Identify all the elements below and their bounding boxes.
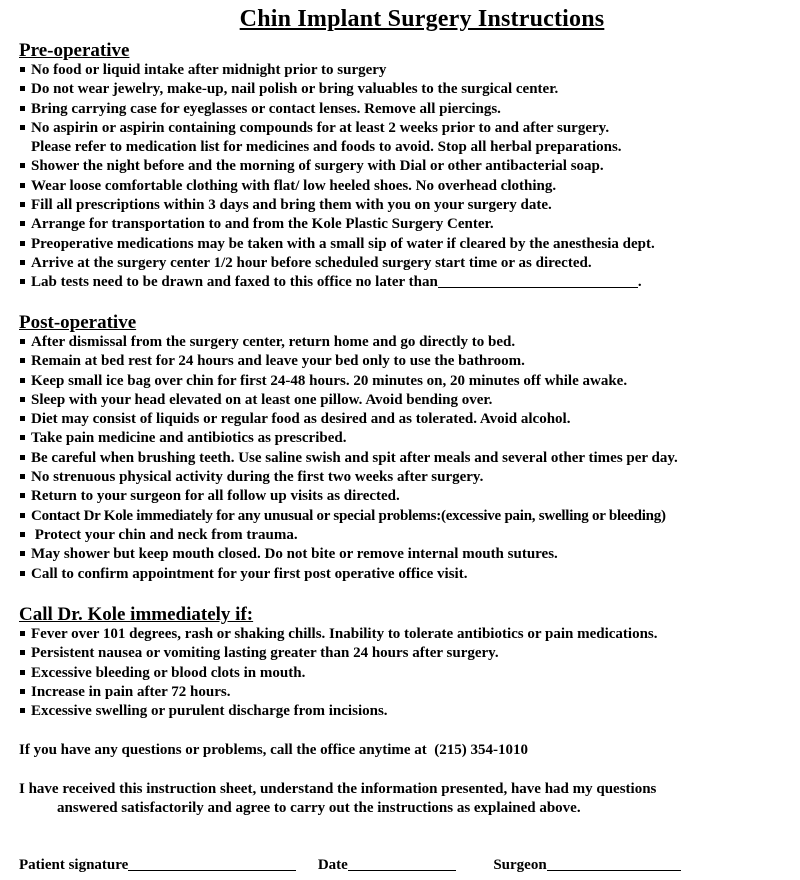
list-item: Arrange for transportation to and from the Kole Plastic Surgery Center. <box>19 215 655 234</box>
list-item: After dismissal from the surgery center, return home and go directly to bed. <box>19 333 678 352</box>
bullet-icon <box>20 474 25 479</box>
bullet-icon <box>20 358 25 363</box>
bullet-icon <box>20 416 25 421</box>
bullet-icon <box>20 125 25 130</box>
bullet-icon <box>20 513 25 518</box>
bullet-icon <box>20 571 25 576</box>
list-item: Protect your chin and neck from trauma. <box>19 526 678 545</box>
list-item: Lab tests need to be drawn and faxed to this office no later than . <box>19 273 655 292</box>
patient-signature-field[interactable] <box>128 856 296 871</box>
document-title: Chin Implant Surgery Instructions <box>239 6 605 32</box>
bullet-icon <box>20 708 25 713</box>
list-item: Keep small ice bag over chin for first 24-48 hours. 20 minutes on, 20 minutes off while awake. <box>19 372 678 391</box>
list-item: Increase in pain after 72 hours. <box>19 683 658 702</box>
bullet-icon <box>20 455 25 460</box>
bullet-icon <box>20 650 25 655</box>
list-item: No strenuous physical activity during the first two weeks after surgery. <box>19 468 678 487</box>
list-item: Do not wear jewelry, make-up, nail polish or bring valuables to the surgical center. <box>19 80 655 99</box>
list-item: Take pain medicine and antibiotics as prescribed. <box>19 429 678 448</box>
list-item: Be careful when brushing teeth. Use saline swish and spit after meals and several other times per day. <box>19 449 678 468</box>
list-item: Diet may consist of liquids or regular food as desired and as tolerated. Avoid alcohol. <box>19 410 678 429</box>
list-item: Arrive at the surgery center 1/2 hour before scheduled surgery start time or as directed. <box>19 254 655 273</box>
preop-list <box>19 61 655 293</box>
bullet-icon <box>20 202 25 207</box>
list-item: Excessive bleeding or blood clots in mouth. <box>19 664 658 683</box>
date-label: Date <box>317 857 348 873</box>
list-item: No aspirin or aspirin containing compounds for at least 2 weeks prior to and after surgery. <box>19 119 655 138</box>
bullet-icon <box>20 689 25 694</box>
bullet-icon <box>20 260 25 265</box>
bullet-icon <box>20 183 25 188</box>
acknowledgement-line-2: answered satisfactorily and agree to carry out the instructions as explained above. <box>57 800 581 816</box>
preop-heading: Pre-operative <box>19 40 130 61</box>
postop-heading: Post-operative <box>19 312 137 333</box>
list-item: Fever over 101 degrees, rash or shaking chills. Inability to tolerate antibiotics or pain medications. <box>19 625 658 644</box>
list-item: Sleep with your head elevated on at least one pillow. Avoid bending over. <box>19 391 678 410</box>
bullet-icon <box>20 163 25 168</box>
bullet-icon <box>20 551 25 556</box>
list-item: Fill all prescriptions within 3 days and bring them with you on your surgery date. <box>19 196 655 215</box>
call-list <box>19 625 658 721</box>
date-field[interactable] <box>348 856 456 871</box>
bullet-icon <box>20 397 25 402</box>
questions-line: If you have any questions or problems, call the office anytime at (215) 354-1010 <box>19 742 529 758</box>
list-item: May shower but keep mouth closed. Do not bite or remove internal mouth sutures. <box>19 545 678 564</box>
bullet-icon <box>20 221 25 226</box>
list-item: Bring carrying case for eyeglasses or contact lenses. Remove all piercings. <box>19 100 655 119</box>
bullet-icon <box>20 106 25 111</box>
list-item: Preoperative medications may be taken with a small sip of water if cleared by the anesthesia dept. <box>19 235 655 254</box>
list-item: Contact Dr Kole immediately for any unusual or special problems:(excessive pain, swelling or bleeding) <box>19 507 678 526</box>
bullet-icon <box>20 241 25 246</box>
list-item: Excessive swelling or purulent discharge from incisions. <box>19 702 658 721</box>
bullet-icon <box>20 493 25 498</box>
bullet-icon <box>20 67 25 72</box>
list-item: Persistent nausea or vomiting lasting greater than 24 hours after surgery. <box>19 644 658 663</box>
bullet-icon <box>20 631 25 636</box>
bullet-icon <box>20 435 25 440</box>
bullet-icon <box>20 532 25 537</box>
list-item: Remain at bed rest for 24 hours and leave your bed only to use the bathroom. <box>19 352 678 371</box>
bullet-icon <box>20 339 25 344</box>
bullet-icon <box>20 279 25 284</box>
list-item: Shower the night before and the morning of surgery with Dial or other antibacterial soap. <box>19 157 655 176</box>
list-item: Call to confirm appointment for your first post operative office visit. <box>19 565 678 584</box>
acknowledgement-line-1: I have received this instruction sheet, understand the information presented, have had my questions <box>19 781 657 797</box>
bullet-icon <box>20 670 25 675</box>
call-heading: Call Dr. Kole immediately if: <box>19 604 254 625</box>
list-item: Return to your surgeon for all follow up visits as directed. <box>19 487 678 506</box>
patient-signature-label: Patient signature <box>19 857 129 873</box>
bullet-icon <box>20 378 25 383</box>
postop-list <box>19 333 678 584</box>
list-item: Wear loose comfortable clothing with flat/ low heeled shoes. No overhead clothing. <box>19 177 655 196</box>
list-item-continuation: Please refer to medication list for medicines and foods to avoid. Stop all herbal preparations. <box>31 139 622 156</box>
lab-date-blank[interactable] <box>438 273 638 288</box>
list-item: No food or liquid intake after midnight prior to surgery <box>19 61 655 80</box>
surgeon-label: Surgeon <box>493 857 547 873</box>
signature-row <box>19 856 681 874</box>
surgeon-field[interactable] <box>547 856 681 871</box>
bullet-icon <box>20 86 25 91</box>
